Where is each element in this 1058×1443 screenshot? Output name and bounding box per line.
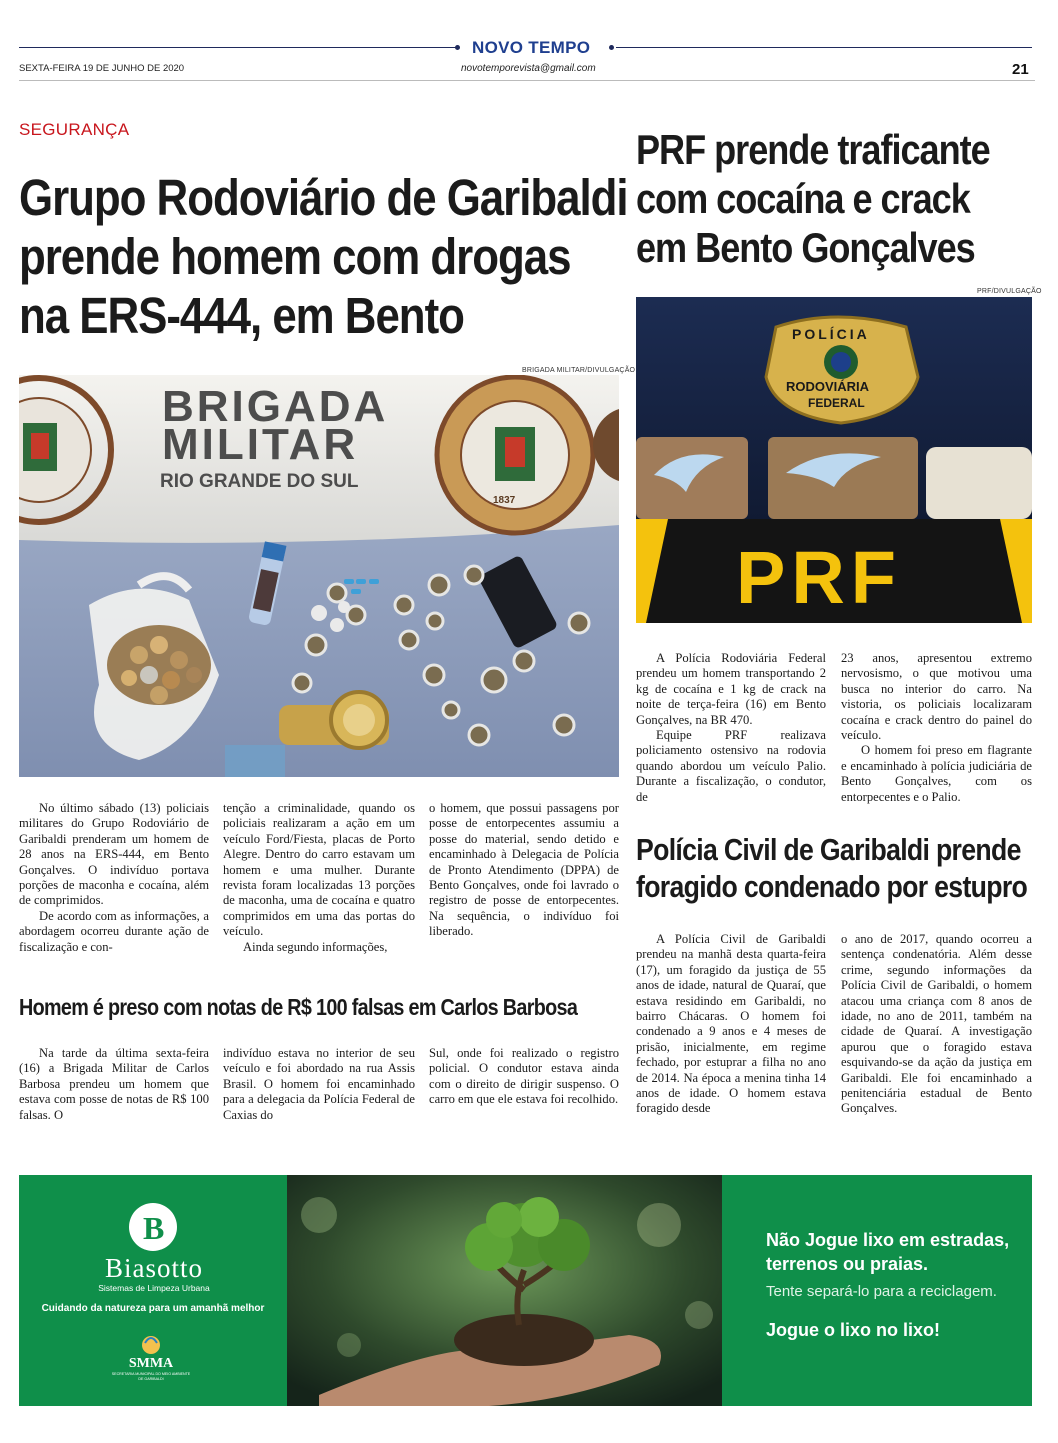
badge-bottom: FEDERAL [808,396,865,410]
prf-badge [766,317,918,423]
banner-rs: RIO GRANDE DO SUL [160,471,359,492]
banner-brigada: BRIGADA [162,382,389,431]
story2-col1-text: Na tarde da última sexta-feira (16) a Brigada Militar de Carlos Barbosa prendeu um homem que estava com posse de notas de R$ 100 falsas. O [19,1046,209,1122]
story2-col2-text: indivíduo estava no interior de seu veículo e foi abordado na rua Assis Brasil. O homem foi encaminhado para a delegacia da Polícia Federal de Caxias do [223,1046,415,1122]
prf-seizure-photo [636,297,1032,623]
header-dot-left [455,45,460,50]
page-number: 21 [1012,61,1029,78]
story3-col2-para1: 23 anos, apresentou extremo nervosismo, o que motivou uma busca no interior do carro. Na vistoria, os policiais localizaram cocaína e crack dentro do painel do veículo. [841,651,1032,743]
ad-message-line3: Tente separá-lo para a reciclagem. [766,1283,997,1300]
biasotto-advertisement[interactable] [19,1175,1032,1406]
biasotto-logo-name: Biasotto [104,1253,203,1283]
header-underline [19,80,1035,81]
publication-brand: NOVO TEMPO [472,38,591,57]
smma-sub: SECRETARIA MUNICIPAL DO MEIO AMBIENTE DE GARIBALDI [111,1372,191,1381]
section-label: SEGURANÇA [19,120,130,139]
story3-photo-credit: PRF/DIVULGAÇÃO [977,288,1042,295]
header-rule-right [616,47,1032,48]
story3-column1 [636,651,826,805]
story1-photo-credit: BRIGADA MILITAR/DIVULGAÇÃO [522,367,636,374]
story1-col2-para1: tenção a criminalidade, quando os policiais realizaram a ação em um veículo Ford/Fiesta, placas de Porto Alegre. Dentro do carro estavam um homem e uma mulher. Durante revista foram localizadas 13 porções de maconha, uma de cocaína e quatro comprimidos em uma das portas do veículo. [223,801,415,939]
story2-column1 [19,1046,209,1123]
story4-col2-text: o ano de 2017, quando ocorreu a sentença condenatória. Além desse crime, segundo informações da Polícia Civil de Garibaldi, o homem atacou uma criança com 8 anos de idade, no ano de 2011, também na cidade de Quaraí. A investigação apurou que o foragido estava esquivando-se da ação da justiça em Garibaldi. Ele foi encaminhado a penitenciária estadual de Bento Gonçalves. [841,932,1032,1116]
story3-col1-para2: Equipe PRF realizava policiamento ostensivo na rodovia quando abordou um veículo Palio. Durante a fiscalização, o condutor, de [636,728,826,804]
ad-message-line4: Jogue o lixo no lixo! [766,1320,941,1340]
drug-bricks [636,437,1032,519]
banner-militar: MILITAR [162,420,359,469]
ad-tagline: Cuidando da natureza para um amanhã melhor [41,1303,265,1314]
header-dot-right [609,45,614,50]
seal-year: 1837 [493,495,516,506]
smma-name: SMMA [128,1356,174,1371]
story2-column2 [223,1046,415,1123]
seal-right [437,377,593,533]
story3-col2-para2: O homem foi preso em flagrante e encaminhado à polícia judiciária de Bento Gonçalves, com os entorpecentes e o Palio. [841,743,1032,804]
story3-headline-line1: PRF prende traficante [636,126,990,173]
story1-col1-para2: De acordo com as informações, a abordagem ocorreu durante ação de fiscalização e con- [19,908,209,954]
biasotto-logo-sub: Sistemas de Limpeza Urbana [98,1283,210,1293]
ad-message-line1: Não Jogue lixo em estradas, [766,1230,1010,1250]
story3-column2 [841,651,1032,805]
story1-col2-para2: Ainda segundo informações, [243,939,388,954]
story4-headline-line1: Polícia Civil de Garibaldi prende [636,832,1021,867]
story1-headline-line2: prende homem com drogas [19,228,571,285]
story1-col1-para1: No último sábado (13) policiais militares do Grupo Rodoviário de Garibaldi prenderam um homem de 28 anos na ERS-444, em Bento Gonçalves. O indivíduo portava porções de maconha e cocaína, além de comprimidos. [19,801,209,908]
ad-message-line2: terrenos ou praias. [766,1254,929,1274]
story3-headline-line3: em Bento Gonçalves [636,224,975,271]
story4-column1 [636,932,826,1117]
badge-mid: RODOVIÁRIA [786,379,870,394]
story1-headline-line3: na ERS-444, em Bento [19,287,464,344]
floor-prf: PRF [736,536,902,619]
story4-headline-line2: foragido condenado por estupro [636,869,1028,904]
story3-col1-para1: A Polícia Rodoviária Federal prendeu um homem transportando 2 kg de cocaína e 1 kg de crack na noite de terça-feira (16) em Bento Gonçalves, na BR 470. [636,651,826,727]
story1-photo [19,375,619,777]
story3-photo [636,297,1032,623]
story2-col3-text: Sul, onde foi realizado o registro policial. O condutor estava ainda com o direito de dirigir suspenso. O carro em que ele estava foi recolhido. [429,1046,619,1107]
story1-col3-para1: o homem, que possui passagens por posse de entorpecentes assumiu a posse do material, sendo detido e encaminhado à Delegacia de Polícia de Pronto Atendimento (DPPA) de Bento Gonçalves, onde foi lavrado o registro de posse de entorpecentes. Na sequência, o indivíduo foi liberado. [429,801,619,939]
story2-column3 [429,1046,619,1108]
svg-text:B: B [143,1210,165,1246]
story1-column1 [19,801,209,955]
header-rule-left [19,47,457,48]
contact-email[interactable]: novotemporevista@gmail.com [461,63,596,74]
story3-headline-line2: com cocaína e crack [636,175,970,222]
banknote [225,745,285,777]
story1-column3 [429,801,619,940]
seized-drugs-photo [19,375,619,777]
badge-top: POLÍCIA [792,326,870,342]
story4-column2 [841,932,1032,1117]
issue-date: SEXTA-FEIRA 19 DE JUNHO DE 2020 [19,63,185,74]
story4-col1-text: A Polícia Civil de Garibaldi prendeu na manhã desta quarta-feira (17), um foragido da justiça de 55 anos de idade, natural de Quaraí, que estava residindo em Garibaldi, no bairro Chácaras. O homem foi condenado a 9 anos e 4 meses de prisão, inicialmente, em regime fechado, por estuprar a filha no ano de 2014. Na época a menina tinha 14 anos de idade. O homem estava foragido desde [636,932,826,1116]
story1-headline-line1: Grupo Rodoviário de Garibaldi [19,169,628,226]
story1-column2 [223,801,415,955]
story2-headline: Homem é preso com notas de R$ 100 falsas em Carlos Barbosa [19,994,578,1020]
